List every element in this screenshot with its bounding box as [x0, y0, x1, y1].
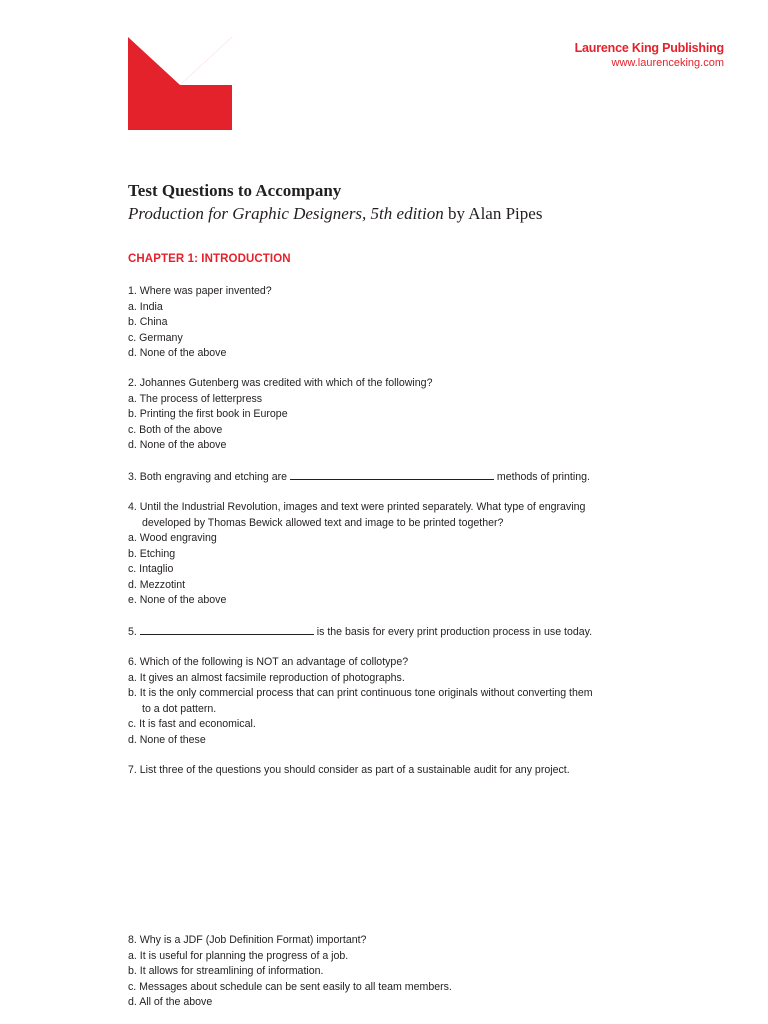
answer-option-cont: to a dot pattern. — [142, 702, 217, 715]
answer-option: d. Mezzotint — [128, 578, 186, 591]
k-logo-icon — [128, 37, 232, 130]
question-text-after: methods of printing. — [493, 471, 590, 483]
question-text: 6. Which of the following is NOT an advantage of collotype? — [128, 656, 409, 668]
answer-option: b. Printing the first book in Europe — [128, 408, 288, 420]
question-text-cont: developed by Thomas Bewick allowed text and image to be printed together? — [142, 516, 504, 529]
answer-option: b. It is the only commercial process that can print continuous tone originals without converting them — [128, 687, 593, 699]
answer-option: a. It is useful for planning the progress of a job. — [128, 949, 349, 962]
answer-option: d. None of the above — [128, 347, 227, 359]
answer-option: c. Germany — [128, 331, 183, 344]
answer-option: e. None of the above — [128, 594, 227, 606]
answer-option: a. India — [128, 300, 163, 313]
question-text: 7. List three of the questions you should consider as part of a sustainable audit for any project. — [128, 764, 570, 776]
question-4 — [128, 500, 585, 609]
question-text — [128, 469, 590, 486]
chapter-heading: CHAPTER 1: INTRODUCTION — [128, 253, 291, 265]
byline: by Alan Pipes — [443, 204, 543, 223]
answer-option: a. Wood engraving — [128, 532, 217, 544]
answer-blank[interactable] — [290, 469, 494, 480]
answer-blank[interactable] — [140, 624, 314, 635]
answer-option: a. The process of letterpress — [128, 392, 263, 405]
answer-option: b. Etching — [128, 547, 176, 560]
publisher-url[interactable]: www.laurenceking.com — [611, 57, 724, 69]
publisher-header — [575, 41, 724, 70]
question-text-before: 5. — [128, 626, 140, 638]
answer-option: d. None of these — [128, 733, 206, 746]
question-text: 1. Where was paper invented? — [128, 285, 272, 297]
answer-option: c. Messages about schedule can be sent easily to all team members. — [128, 980, 452, 993]
question-text-after: is the basis for every print production process in use today. — [313, 626, 593, 638]
answer-option: d. None of the above — [128, 439, 227, 451]
publisher-name: Laurence King Publishing — [574, 41, 724, 55]
question-5 — [128, 624, 592, 641]
answer-option: a. It gives an almost facsimile reproduction of photographs. — [128, 671, 405, 684]
question-3 — [128, 469, 590, 486]
book-title: Production for Graphic Designers, 5th edition — [128, 204, 444, 223]
answer-option: d. All of the above — [128, 996, 213, 1008]
question-text-before: 3. Both engraving and etching are — [128, 471, 290, 483]
answer-option: c. It is fast and economical. — [128, 718, 256, 730]
subtitle-line — [128, 202, 542, 226]
question-text: 4. Until the Industrial Revolution, images and text were printed separately. What type of engraving — [128, 501, 586, 513]
question-6 — [128, 655, 593, 748]
question-7 — [128, 763, 570, 779]
answer-option: b. China — [128, 316, 168, 328]
answer-option: c. Intaglio — [128, 563, 174, 575]
question-1 — [128, 284, 272, 362]
question-text: 8. Why is a JDF (Job Definition Format) important? — [128, 934, 367, 946]
document-title — [128, 181, 542, 226]
question-text — [128, 624, 592, 641]
question-8 — [128, 933, 452, 1011]
question-text: 2. Johannes Gutenberg was credited with which of the following? — [128, 377, 433, 389]
answer-option: c. Both of the above — [128, 423, 223, 436]
question-2 — [128, 376, 432, 454]
answer-option: b. It allows for streamlining of information. — [128, 965, 324, 977]
title-line: Test Questions to Accompany — [128, 181, 342, 200]
